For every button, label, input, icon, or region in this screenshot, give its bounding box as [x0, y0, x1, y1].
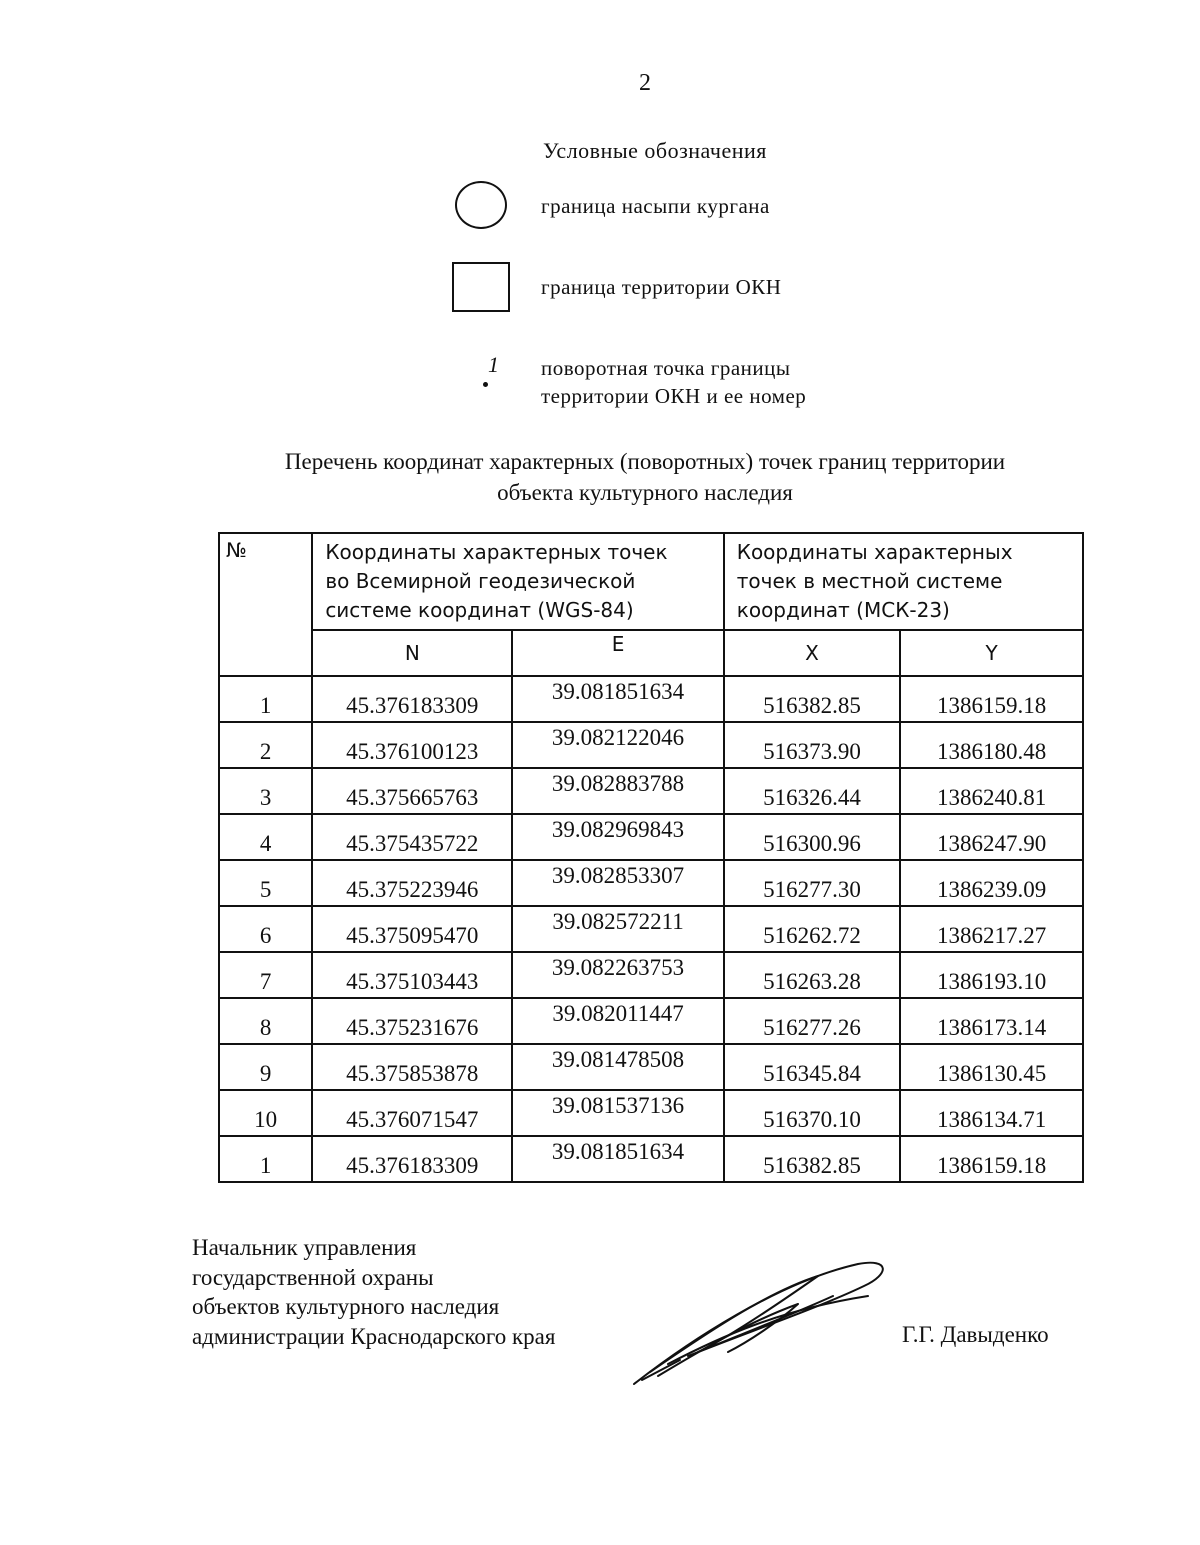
cell-number: 6	[219, 906, 312, 952]
cell-y: 1386193.10	[900, 952, 1083, 998]
cell-e: 39.081851634	[512, 1136, 723, 1182]
table-subheader-row	[219, 630, 1083, 676]
heading-line: объекта культурного наследия	[497, 480, 793, 505]
header-line: Координаты характерных	[736, 540, 1013, 564]
cell-e: 39.082263753	[512, 952, 723, 998]
cell-number: 3	[219, 768, 312, 814]
cell-y: 1386247.90	[900, 814, 1083, 860]
table-row	[219, 676, 1083, 722]
cell-y: 1386240.81	[900, 768, 1083, 814]
legend-label-line: территории ОКН и ее номер	[541, 384, 807, 408]
table-row	[219, 860, 1083, 906]
cell-n: 45.375853878	[312, 1044, 512, 1090]
table-row	[219, 1090, 1083, 1136]
header-x: X	[724, 630, 900, 676]
legend-title: Условные обозначения	[543, 138, 767, 163]
legend-label-turning-point	[541, 354, 806, 410]
header-line: Координаты характерных точек	[325, 540, 668, 564]
cell-x: 516263.28	[724, 952, 900, 998]
header-line: во Всемирной геодезической	[325, 569, 636, 593]
table-row	[219, 1044, 1083, 1090]
table-row	[219, 906, 1083, 952]
signer-title-line: государственной охраны	[192, 1264, 434, 1290]
table-body	[219, 676, 1083, 1182]
header-e: E	[512, 630, 723, 676]
cell-n: 45.376071547	[312, 1090, 512, 1136]
cell-e: 39.082011447	[512, 998, 723, 1044]
signer-title-line: объектов культурного наследия	[192, 1294, 500, 1319]
cell-e: 39.082969843	[512, 814, 723, 860]
cell-n: 45.376183309	[312, 1136, 512, 1182]
cell-y: 1386130.45	[900, 1044, 1083, 1090]
header-line: точек в местной системе	[736, 569, 1003, 593]
cell-e: 39.082572211	[512, 906, 723, 952]
cell-n: 45.376183309	[312, 676, 512, 722]
table-row	[219, 722, 1083, 768]
cell-x: 516326.44	[724, 768, 900, 814]
cell-n: 45.375435722	[312, 814, 512, 860]
signer-title-line: Начальник управления	[192, 1235, 417, 1260]
table-row	[219, 952, 1083, 998]
table-row	[219, 1136, 1083, 1182]
point-marker-number: 1	[488, 352, 499, 377]
page-number: 2	[639, 70, 651, 96]
header-y: Y	[900, 630, 1083, 676]
coordinates-table	[218, 532, 1084, 1183]
cell-x: 516382.85	[724, 1136, 900, 1182]
legend-label-mound: граница насыпи кургана	[541, 194, 770, 218]
table-row	[219, 998, 1083, 1044]
cell-y: 1386217.27	[900, 906, 1083, 952]
header-number: №	[219, 533, 312, 676]
point-icon	[478, 352, 508, 392]
cell-number: 5	[219, 860, 312, 906]
cell-n: 45.376100123	[312, 722, 512, 768]
cell-n: 45.375665763	[312, 768, 512, 814]
square-icon	[452, 262, 510, 312]
cell-x: 516300.96	[724, 814, 900, 860]
cell-e: 39.081478508	[512, 1044, 723, 1090]
cell-number: 10	[219, 1090, 312, 1136]
cell-x: 516277.30	[724, 860, 900, 906]
cell-number: 1	[219, 1136, 312, 1182]
header-line: системе координат (WGS-84)	[325, 598, 634, 622]
cell-y: 1386239.09	[900, 860, 1083, 906]
cell-x: 516262.72	[724, 906, 900, 952]
header-line: координат (МСК-23)	[736, 598, 950, 622]
cell-n: 45.375095470	[312, 906, 512, 952]
cell-x: 516345.84	[724, 1044, 900, 1090]
table-row	[219, 768, 1083, 814]
header-wgs84	[312, 533, 723, 630]
cell-y: 1386159.18	[900, 1136, 1083, 1182]
point-dot	[483, 382, 488, 387]
cell-e: 39.081537136	[512, 1090, 723, 1136]
cell-x: 516382.85	[724, 676, 900, 722]
cell-number: 1	[219, 676, 312, 722]
cell-x: 516373.90	[724, 722, 900, 768]
header-n: N	[312, 630, 512, 676]
table-row	[219, 814, 1083, 860]
cell-e: 39.081851634	[512, 676, 723, 722]
cell-n: 45.375231676	[312, 998, 512, 1044]
cell-y: 1386180.48	[900, 722, 1083, 768]
header-msk23	[724, 533, 1083, 630]
heading-line: Перечень координат характерных (поворотных) точек границ территории	[284, 449, 1006, 474]
legend-label-territory: граница территории ОКН	[541, 275, 782, 299]
cell-x: 516277.26	[724, 998, 900, 1044]
document-heading	[180, 446, 1110, 508]
cell-number: 8	[219, 998, 312, 1044]
signer-title-line: администрации Краснодарского края	[192, 1323, 556, 1349]
cell-e: 39.082853307	[512, 860, 723, 906]
cell-number: 4	[219, 814, 312, 860]
cell-x: 516370.10	[724, 1090, 900, 1136]
cell-y: 1386173.14	[900, 998, 1083, 1044]
cell-e: 39.082122046	[512, 722, 723, 768]
signer-name: Г.Г. Давыденко	[902, 1322, 1049, 1347]
signer-title	[192, 1233, 555, 1351]
cell-y: 1386134.71	[900, 1090, 1083, 1136]
cell-number: 9	[219, 1044, 312, 1090]
cell-y: 1386159.18	[900, 676, 1083, 722]
cell-e: 39.082883788	[512, 768, 723, 814]
table-header-row	[219, 533, 1083, 630]
cell-number: 2	[219, 722, 312, 768]
handwritten-signature	[628, 1252, 888, 1387]
circle-icon	[455, 181, 507, 229]
cell-n: 45.375103443	[312, 952, 512, 998]
cell-number: 7	[219, 952, 312, 998]
cell-n: 45.375223946	[312, 860, 512, 906]
legend-label-line: поворотная точка границы	[541, 356, 791, 380]
